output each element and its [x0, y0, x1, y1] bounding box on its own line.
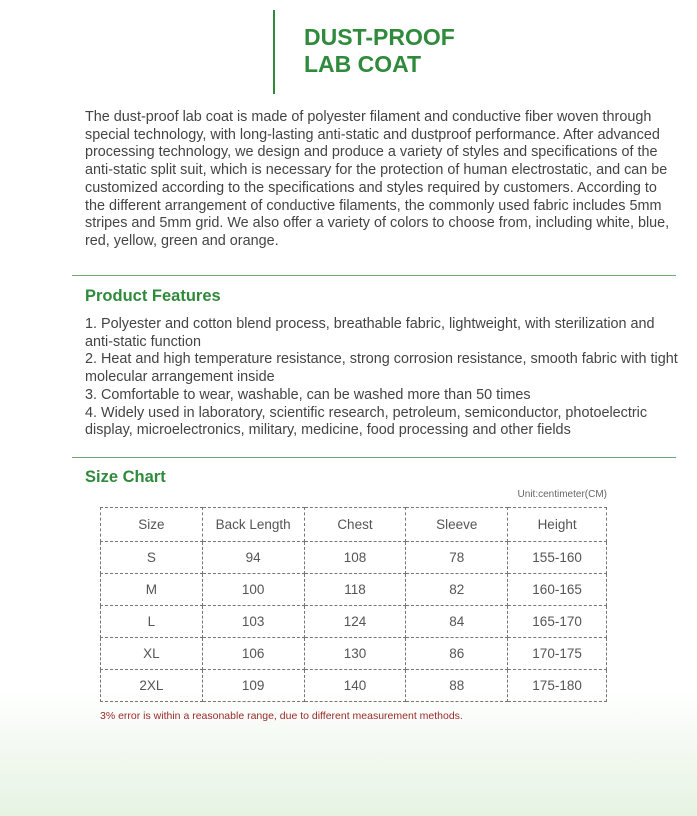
- table-cell: S: [101, 542, 203, 574]
- header-cell: Height: [508, 508, 607, 542]
- table-row: [101, 574, 607, 606]
- title-line-2: LAB COAT: [304, 51, 422, 77]
- table-row: [101, 638, 607, 670]
- table-cell: 106: [202, 638, 304, 670]
- table-cell: L: [101, 606, 203, 638]
- table-cell: 124: [304, 606, 406, 638]
- size-chart-heading: Size Chart: [85, 468, 166, 486]
- table-cell: 175-180: [508, 670, 607, 702]
- table-cell: 103: [202, 606, 304, 638]
- table-cell: 130: [304, 638, 406, 670]
- title-line-1: DUST-PROOF: [304, 24, 455, 50]
- table-cell: 170-175: [508, 638, 607, 670]
- feature-item: 2. Heat and high temperature resistance, strong corrosion resistance, smooth fabric with tight molecular arrangement inside: [85, 351, 678, 386]
- feature-item: 3. Comfortable to wear, washable, can be washed more than 50 times: [85, 386, 531, 403]
- table-cell: 140: [304, 670, 406, 702]
- section-divider: [72, 275, 676, 276]
- size-chart-table: [100, 507, 607, 702]
- table-cell: 86: [406, 638, 508, 670]
- feature-item: 1. Polyester and cotton blend process, breathable fabric, lightweight, with sterilization and anti-static function: [85, 316, 655, 350]
- measurement-note: 3% error is within a reasonable range, due to different measurement methods.: [100, 710, 463, 722]
- table-row: [101, 542, 607, 574]
- table-cell: 160-165: [508, 574, 607, 606]
- table-cell: 84: [406, 606, 508, 638]
- page-title: [304, 24, 455, 78]
- unit-label: Unit:centimeter(CM): [517, 489, 607, 500]
- header-cell: Size: [101, 508, 203, 542]
- table-cell: 2XL: [101, 670, 203, 702]
- table-row: [101, 670, 607, 702]
- table-cell: M: [101, 574, 203, 606]
- table-cell: 78: [406, 542, 508, 574]
- table-cell: 155-160: [508, 542, 607, 574]
- features-heading: Product Features: [85, 287, 221, 305]
- table-cell: 109: [202, 670, 304, 702]
- table-cell: 88: [406, 670, 508, 702]
- table-cell: 100: [202, 574, 304, 606]
- header-cell: Chest: [304, 508, 406, 542]
- table-cell: 118: [304, 574, 406, 606]
- table-cell: 165-170: [508, 606, 607, 638]
- table-cell: 108: [304, 542, 406, 574]
- table-header-row: [101, 508, 607, 542]
- section-divider: [72, 457, 676, 458]
- table-row: [101, 606, 607, 638]
- header-cell: Sleeve: [406, 508, 508, 542]
- title-divider: [273, 10, 275, 94]
- intro-paragraph: The dust-proof lab coat is made of polyester filament and conductive fiber woven through special technology, with long-lasting anti-static and dustproof performance. After advanced processing technology, we design and produce a variety of styles and specifications of the anti-static split suit, which is necessary for the protection of human electrostatic, and can be customized according to the specifications and styles required by customers. According to the different arrangement of conductive filaments, the commonly used fabric includes 5mm stripes and 5mm grid. We also offer a variety of colors to choose from, including white, blue, red, yellow, green and orange.: [85, 109, 670, 249]
- header-cell: Back Length: [202, 508, 304, 542]
- table-cell: 82: [406, 574, 508, 606]
- feature-item: 4. Widely used in laboratory, scientific research, petroleum, semiconductor, photoelectric display, microelectronics, military, medicine, food processing and other fields: [85, 404, 648, 439]
- table-cell: XL: [101, 638, 203, 670]
- table-cell: 94: [202, 542, 304, 574]
- features-list: [85, 316, 680, 440]
